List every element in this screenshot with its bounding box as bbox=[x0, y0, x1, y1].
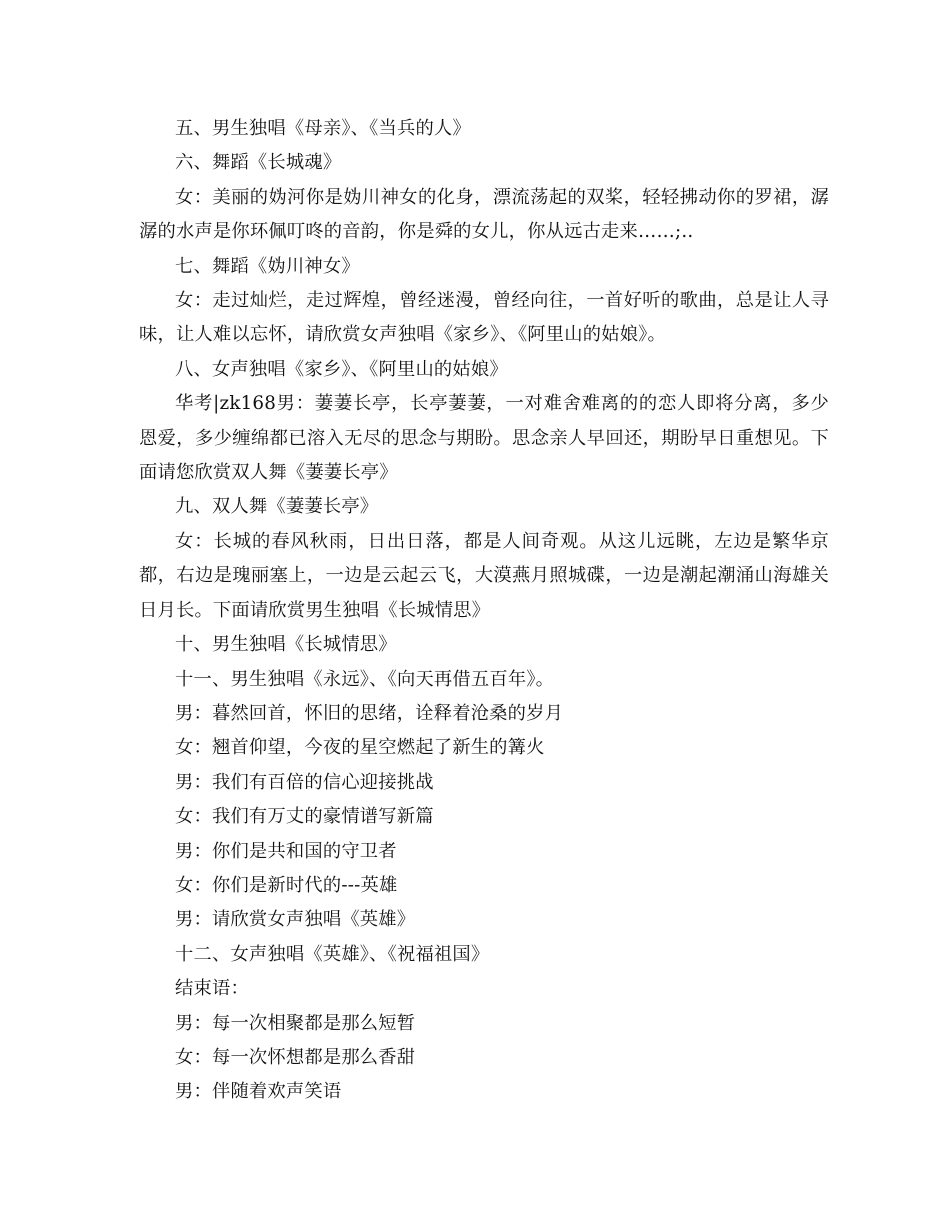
dialogue-line: 男：请欣赏女声独唱《英雄》 bbox=[175, 909, 416, 931]
dialogue-line: 男：我们有百倍的信心迎接挑战 bbox=[175, 771, 434, 793]
dialogue-line: 女：每一次怀想都是那么香甜 bbox=[175, 1046, 416, 1068]
dialogue-line: 男：每一次相聚都是那么短暂 bbox=[175, 1012, 416, 1034]
dialogue-line: 女：翘首仰望，今夜的星空燃起了新生的篝火 bbox=[175, 737, 545, 759]
closing-heading: 结束语： bbox=[175, 978, 249, 1000]
script-line: 女：长城的春风秋雨，日出日落，都是人间奇观。从这儿远眺，左边是繁华京都，右边是瑰丽塞上，一边是云起云飞，大漠燕月照城碟，一边是潮起潮涌山海雄关日月长。下面请欣赏男生独唱《长城情思》 bbox=[139, 530, 829, 621]
section-heading-6: 六、舞蹈《长城魂》 bbox=[175, 152, 342, 174]
dialogue-line: 男：你们是共和国的守卫者 bbox=[175, 840, 397, 862]
section-heading-10: 十、男生独唱《长城情思》 bbox=[175, 634, 397, 656]
document-body bbox=[139, 112, 829, 1110]
section-heading-12: 十二、女声独唱《英雄》、《祝福祖国》 bbox=[175, 943, 490, 965]
dialogue-line: 女：我们有万丈的豪情谱写新篇 bbox=[175, 806, 434, 828]
script-line: 女：美丽的妫河你是妫川神女的化身，漂流荡起的双桨，轻轻拂动你的罗裙，潺潺的水声是你环佩叮咚的音韵，你是舜的女儿，你从远古走来……;.. bbox=[139, 186, 829, 243]
section-heading-5: 五、男生独唱《母亲》、《当兵的人》 bbox=[175, 118, 471, 139]
section-heading-11: 十一、男生独唱《永远》、《向天再借五百年》。 bbox=[175, 668, 555, 690]
dialogue-line: 男：伴随着欢声笑语 bbox=[175, 1081, 342, 1103]
section-heading-8: 八、女声独唱《家乡》、《阿里山的姑娘》 bbox=[175, 358, 508, 380]
dialogue-line: 女：你们是新时代的---英雄 bbox=[175, 874, 398, 896]
script-line: 华考|zk168男：萋萋长亭，长亭萋萋，一对难舍难离的的恋人即将分离，多少恩爱，多少缠绵都已溶入无尽的思念与期盼。思念亲人早回还，期盼早日重想见。下面请您欣赏双人舞《萋萋长亭》 bbox=[139, 393, 829, 484]
dialogue-line: 男：暮然回首，怀旧的思绪，诠释着沧桑的岁月 bbox=[175, 702, 564, 724]
section-heading-9: 九、双人舞《萋萋长亭》 bbox=[175, 496, 379, 518]
script-line: 女：走过灿烂，走过辉煌，曾经迷漫，曾经向往，一首好听的歌曲，总是让人寻味，让人难以忘怀，请欣赏女声独唱《家乡》、《阿里山的姑娘》。 bbox=[139, 290, 829, 346]
section-heading-7: 七、舞蹈《妫川神女》 bbox=[175, 255, 360, 277]
